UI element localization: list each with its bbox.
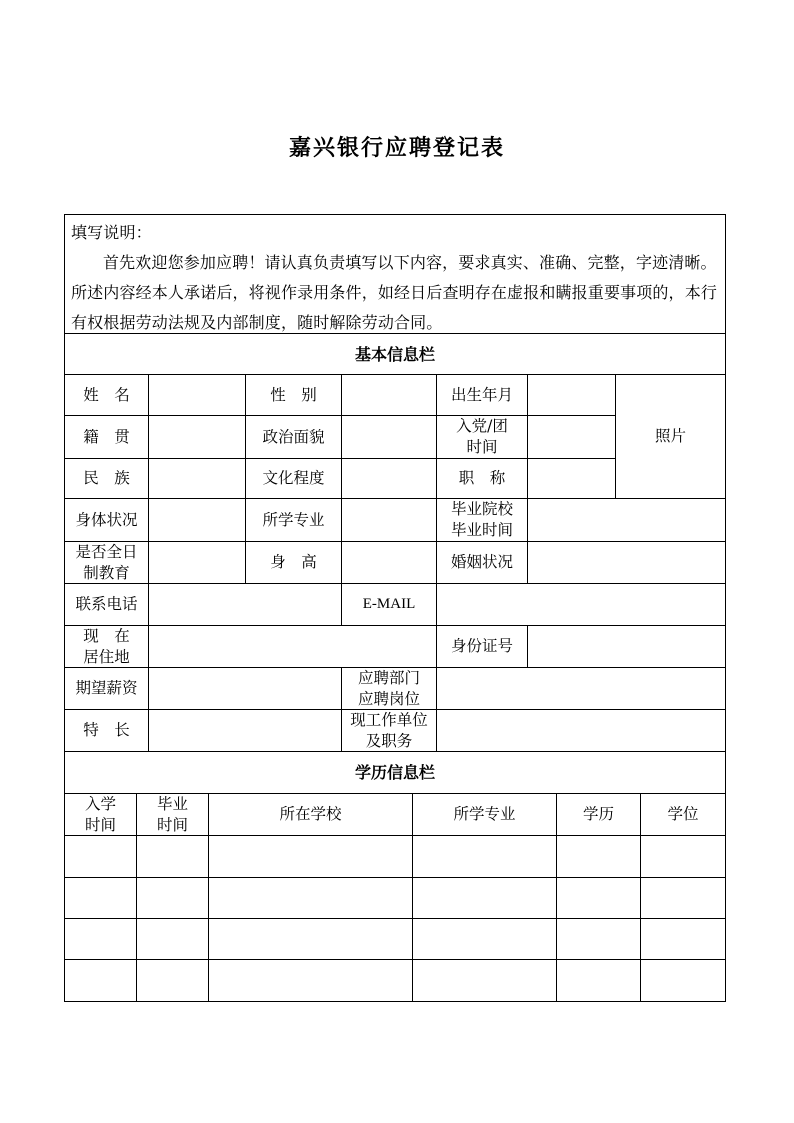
marital-status-field[interactable]	[527, 541, 726, 584]
full-time-label-line2: 制教育	[83, 563, 130, 582]
height-label: 身 高	[270, 553, 317, 571]
graduation-label-line1: 毕业院校	[450, 500, 513, 518]
edu-cell-graduation-date[interactable]	[136, 877, 209, 919]
edu-cell-degree[interactable]	[640, 877, 726, 919]
current-employer-label-cell	[341, 709, 437, 752]
edu-cell-enroll-date[interactable]	[64, 959, 137, 1002]
edu-col-enroll-date-line2: 时间	[84, 815, 116, 834]
edu-col-graduation-date-line1: 毕业	[156, 794, 188, 813]
specialty-label: 特 长	[83, 721, 130, 739]
gender-label: 性 别	[270, 385, 317, 404]
gender-label-cell	[245, 374, 342, 416]
edu-col-enroll-date-line1: 入学	[84, 794, 116, 813]
full-time-field[interactable]	[148, 541, 246, 584]
edu-col-graduation-date-line2: 时间	[156, 815, 188, 834]
native-place-label-cell	[64, 415, 149, 459]
native-place-field[interactable]	[148, 415, 246, 459]
birth-date-label-cell	[436, 374, 528, 416]
health-label: 身体状况	[75, 510, 138, 529]
education-heading: 学历信息栏	[64, 751, 726, 794]
instructions-cell	[64, 214, 726, 334]
applied-position-field[interactable]	[436, 667, 726, 710]
gender-field[interactable]	[341, 374, 437, 416]
education-level-field[interactable]	[341, 458, 437, 499]
edu-col-degree-level-label: 学历	[582, 805, 614, 823]
edu-cell-school[interactable]	[208, 959, 413, 1002]
edu-cell-degree-level[interactable]	[556, 877, 641, 919]
education-level-label: 文化程度	[262, 469, 325, 487]
edu-cell-major[interactable]	[412, 918, 557, 960]
party-join-date-label-cell	[436, 415, 528, 459]
registration-form-table	[64, 214, 726, 1002]
height-label-cell	[245, 541, 342, 584]
phone-field[interactable]	[148, 583, 342, 626]
photo-label: 照片	[654, 427, 686, 445]
edu-cell-degree[interactable]	[640, 918, 726, 960]
graduation-field[interactable]	[527, 498, 726, 542]
email-label-cell	[341, 583, 437, 626]
edu-cell-school[interactable]	[208, 918, 413, 960]
instructions-line: 有权根据劳动法规及内部制度，随时解除劳动合同。	[71, 313, 443, 332]
page-title: 嘉兴银行应聘登记表	[288, 135, 505, 161]
edu-col-degree-level	[556, 793, 641, 836]
specialty-field[interactable]	[148, 709, 342, 752]
ethnicity-label: 民 族	[83, 469, 130, 487]
edu-cell-school[interactable]	[208, 877, 413, 919]
edu-col-major-label: 所学专业	[453, 805, 516, 823]
edu-col-degree-label: 学位	[667, 805, 699, 823]
party-join-date-field[interactable]	[527, 415, 616, 459]
edu-cell-enroll-date[interactable]	[64, 835, 137, 878]
professional-title-field[interactable]	[527, 458, 616, 499]
native-place-label: 籍 贯	[83, 427, 130, 446]
political-status-field[interactable]	[341, 415, 437, 459]
id-number-label-cell	[436, 625, 528, 668]
name-label-cell	[64, 374, 149, 416]
education-level-label-cell	[245, 458, 342, 499]
professional-title-label: 职 称	[458, 469, 506, 487]
email-field[interactable]	[436, 583, 726, 626]
edu-cell-degree-level[interactable]	[556, 835, 641, 878]
edu-cell-major[interactable]	[412, 877, 557, 919]
major-label: 所学专业	[262, 510, 325, 529]
birth-date-field[interactable]	[527, 374, 616, 416]
height-field[interactable]	[341, 541, 437, 584]
photo-box[interactable]	[615, 374, 726, 499]
phone-label-cell	[64, 583, 149, 626]
political-status-label-cell	[245, 415, 342, 459]
id-number-field[interactable]	[527, 625, 726, 668]
political-status-label: 政治面貌	[262, 427, 325, 446]
current-employer-field[interactable]	[436, 709, 726, 752]
edu-cell-graduation-date[interactable]	[136, 918, 209, 960]
edu-col-school-label: 所在学校	[279, 805, 342, 823]
graduation-label-line2: 毕业时间	[450, 521, 513, 539]
birth-date-label: 出生年月	[450, 385, 513, 404]
instructions-line: 首先欢迎您参加应聘！请认真负责填写以下内容，要求真实、准确、完整，字迹清晰。	[103, 253, 717, 272]
marital-status-label-cell	[436, 541, 528, 584]
edu-cell-enroll-date[interactable]	[64, 877, 137, 919]
ethnicity-field[interactable]	[148, 458, 246, 499]
party-join-date-label-line1: 入党/团	[456, 417, 508, 435]
full-time-label-line1: 是否全日	[75, 542, 138, 561]
ethnicity-label-cell	[64, 458, 149, 499]
edu-cell-school[interactable]	[208, 835, 413, 878]
expected-salary-label: 期望薪资	[75, 679, 138, 697]
edu-cell-degree-level[interactable]	[556, 959, 641, 1002]
email-label: E-MAIL	[362, 596, 416, 612]
applied-position-label-cell	[341, 667, 437, 710]
basic-info-heading: 基本信息栏	[64, 333, 726, 375]
health-field[interactable]	[148, 498, 246, 542]
edu-cell-degree[interactable]	[640, 835, 726, 878]
current-employer-label-line2: 及职务	[365, 731, 413, 750]
specialty-label-cell	[64, 709, 149, 752]
edu-cell-graduation-date[interactable]	[136, 959, 209, 1002]
major-field[interactable]	[341, 498, 437, 542]
residence-field[interactable]	[148, 625, 437, 668]
instructions-heading: 填写说明：	[71, 223, 152, 242]
edu-col-school	[208, 793, 413, 836]
edu-cell-major[interactable]	[412, 835, 557, 878]
professional-title-label-cell	[436, 458, 528, 499]
phone-label: 联系电话	[75, 595, 138, 613]
residence-label-line1: 现 在	[83, 626, 130, 645]
expected-salary-field[interactable]	[148, 667, 342, 710]
name-label: 姓 名	[83, 385, 130, 404]
edu-col-graduation-date	[136, 793, 209, 836]
residence-label-line2: 居住地	[83, 647, 130, 666]
current-employer-label-line1: 现工作单位	[350, 710, 428, 729]
health-label-cell	[64, 498, 149, 542]
full-time-label-cell	[64, 541, 149, 584]
id-number-label: 身份证号	[450, 637, 513, 655]
edu-cell-degree[interactable]	[640, 959, 726, 1002]
edu-cell-graduation-date[interactable]	[136, 835, 209, 878]
applied-position-label-line1: 应聘部门	[357, 668, 420, 687]
edu-col-degree	[640, 793, 726, 836]
edu-cell-enroll-date[interactable]	[64, 918, 137, 960]
applied-position-label-line2: 应聘岗位	[357, 689, 420, 708]
party-join-date-label-line2: 时间	[466, 438, 498, 456]
edu-col-enroll-date	[64, 793, 137, 836]
marital-status-label: 婚姻状况	[450, 553, 513, 571]
edu-cell-major[interactable]	[412, 959, 557, 1002]
edu-col-major	[412, 793, 557, 836]
expected-salary-label-cell	[64, 667, 149, 710]
major-label-cell	[245, 498, 342, 542]
name-field[interactable]	[148, 374, 246, 416]
residence-label-cell	[64, 625, 149, 668]
graduation-label-cell	[436, 498, 528, 542]
instructions-line: 所述内容经本人承诺后，将视作录用条件，如经日后查明存在虚报和瞒报重要事项的，本行	[71, 283, 718, 302]
edu-cell-degree-level[interactable]	[556, 918, 641, 960]
